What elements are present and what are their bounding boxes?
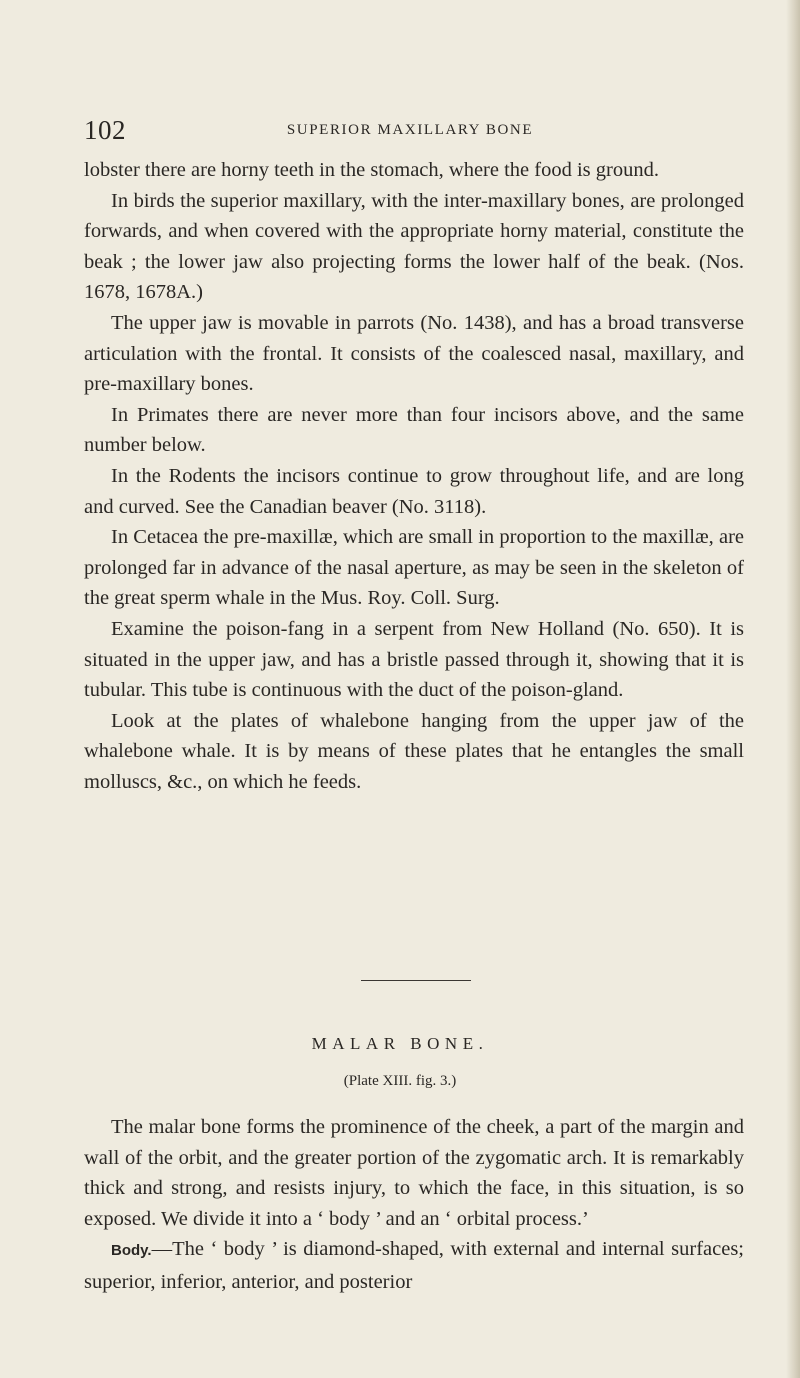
paragraph: In Primates there are never more than four incisors above, and the same number below. — [84, 403, 744, 457]
section-divider — [361, 980, 471, 981]
plate-reference: (Plate XIII. fig. 3.) — [343, 1073, 457, 1089]
section-text — [84, 1112, 744, 1298]
paragraph: Look at the plates of whalebone hanging from the upper jaw of the whalebone whale. It is by means of these plates that he entangles the small molluscs, &c., on which he feeds. — [84, 709, 744, 793]
paragraph: In Cetacea the pre-maxillæ, which are small in proportion to the maxillæ, are prolonged far in advance of the nasal aperture, as may be seen in the skeleton of the great sperm whale in the Mus. Roy. Coll. Surg. — [84, 526, 744, 610]
page-header — [84, 115, 756, 149]
page-number: 102 — [84, 115, 126, 145]
body-text — [84, 155, 744, 797]
paragraph: In the Rodents the incisors continue to grow throughout life, and are long and curved. See the Canadian beaver (No. 3118). — [84, 464, 744, 518]
paragraph: lobster there are horny teeth in the stomach, where the food is ground. — [84, 159, 659, 181]
run-in-heading: Body. — [111, 1242, 152, 1260]
running-title: SUPERIOR MAXILLARY BONE — [286, 122, 534, 138]
paragraph: Examine the poison-fang in a serpent from New Holland (No. 650). It is situated in the upper jaw, and has a bristle passed through it, showing that it is tubular. This tube is continuous with the duct of the poison-gland. — [84, 617, 744, 702]
paragraph: The upper jaw is movable in parrots (No. 1438), and has a broad transverse articulation with the frontal. It consists of the coalesced nasal, maxillary, and pre-maxillary bones. — [84, 311, 744, 396]
paragraph: In birds the superior maxillary, with the inter-maxillary bones, are prolonged forwards, and when covered with the appropriate horny material, constitute the beak ; the lower jaw also projecting forms the lower half of the beak. (Nos. 1678, 1678A.) — [84, 189, 744, 304]
page-edge-shadow — [786, 0, 800, 1378]
paragraph-text: —The ‘ body ’ is diamond-shaped, with external and internal surfaces; superior, inferior, anterior, and posterior — [84, 1238, 744, 1293]
section-heading: MALAR BONE. — [311, 1034, 489, 1053]
paragraph — [84, 1234, 744, 1297]
paragraph: The malar bone forms the prominence of the cheek, a part of the margin and wall of the orbit, and the greater portion of the zygomatic arch. It is remarkably thick and strong, and resists injury, to which the face, in this situation, is so exposed. We divide it into a ‘ body ’ and an ‘ orbital process.’ — [84, 1116, 744, 1230]
